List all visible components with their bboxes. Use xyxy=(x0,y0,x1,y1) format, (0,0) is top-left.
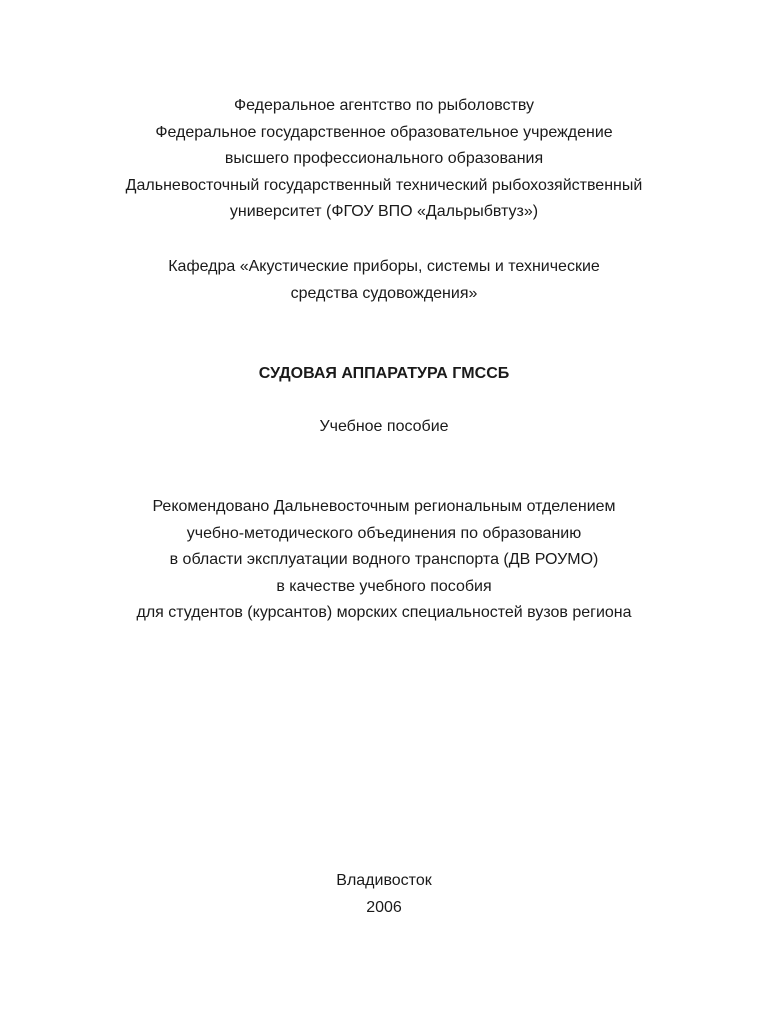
recommendation-line-1: Рекомендовано Дальневосточным региональным отделением xyxy=(152,498,616,515)
publication-city: Владивосток xyxy=(336,872,432,889)
recommendation-block xyxy=(0,494,768,627)
department-header xyxy=(0,254,768,307)
recommendation-line-4: в качестве учебного пособия xyxy=(276,577,492,595)
recommendation-line-3: в области эксплуатации водного транспорта (ДВ РОУМО) xyxy=(169,551,599,568)
department-line-1: Кафедра «Акустические приборы, системы и технические xyxy=(168,258,600,275)
document-type-block xyxy=(0,414,768,441)
university-abbrev-line: университет (ФГОУ ВПО «Дальрыбвтуз») xyxy=(229,203,539,220)
publication-year: 2006 xyxy=(366,898,402,916)
recommendation-line-2: учебно-методического объединения по образованию xyxy=(186,524,582,542)
agency-line: Федеральное агентство по рыболовству xyxy=(233,97,535,114)
document-type: Учебное пособие xyxy=(319,418,449,435)
recommendation-line-5: для студентов (курсантов) морских специальностей вузов региона xyxy=(136,604,632,621)
document-title-block xyxy=(0,361,768,388)
document-title: СУДОВАЯ АППАРАТУРА ГМССБ xyxy=(258,365,510,382)
organization-header xyxy=(0,93,768,226)
department-line-2: средства судовождения» xyxy=(290,284,478,302)
institution-type-line: Федеральное государственное образовательное учреждение xyxy=(155,123,613,141)
education-level-line: высшего профессионального образования xyxy=(224,150,544,167)
university-name-line: Дальневосточный государственный технический рыбохозяйственный xyxy=(125,176,643,194)
publication-footer xyxy=(0,868,768,921)
